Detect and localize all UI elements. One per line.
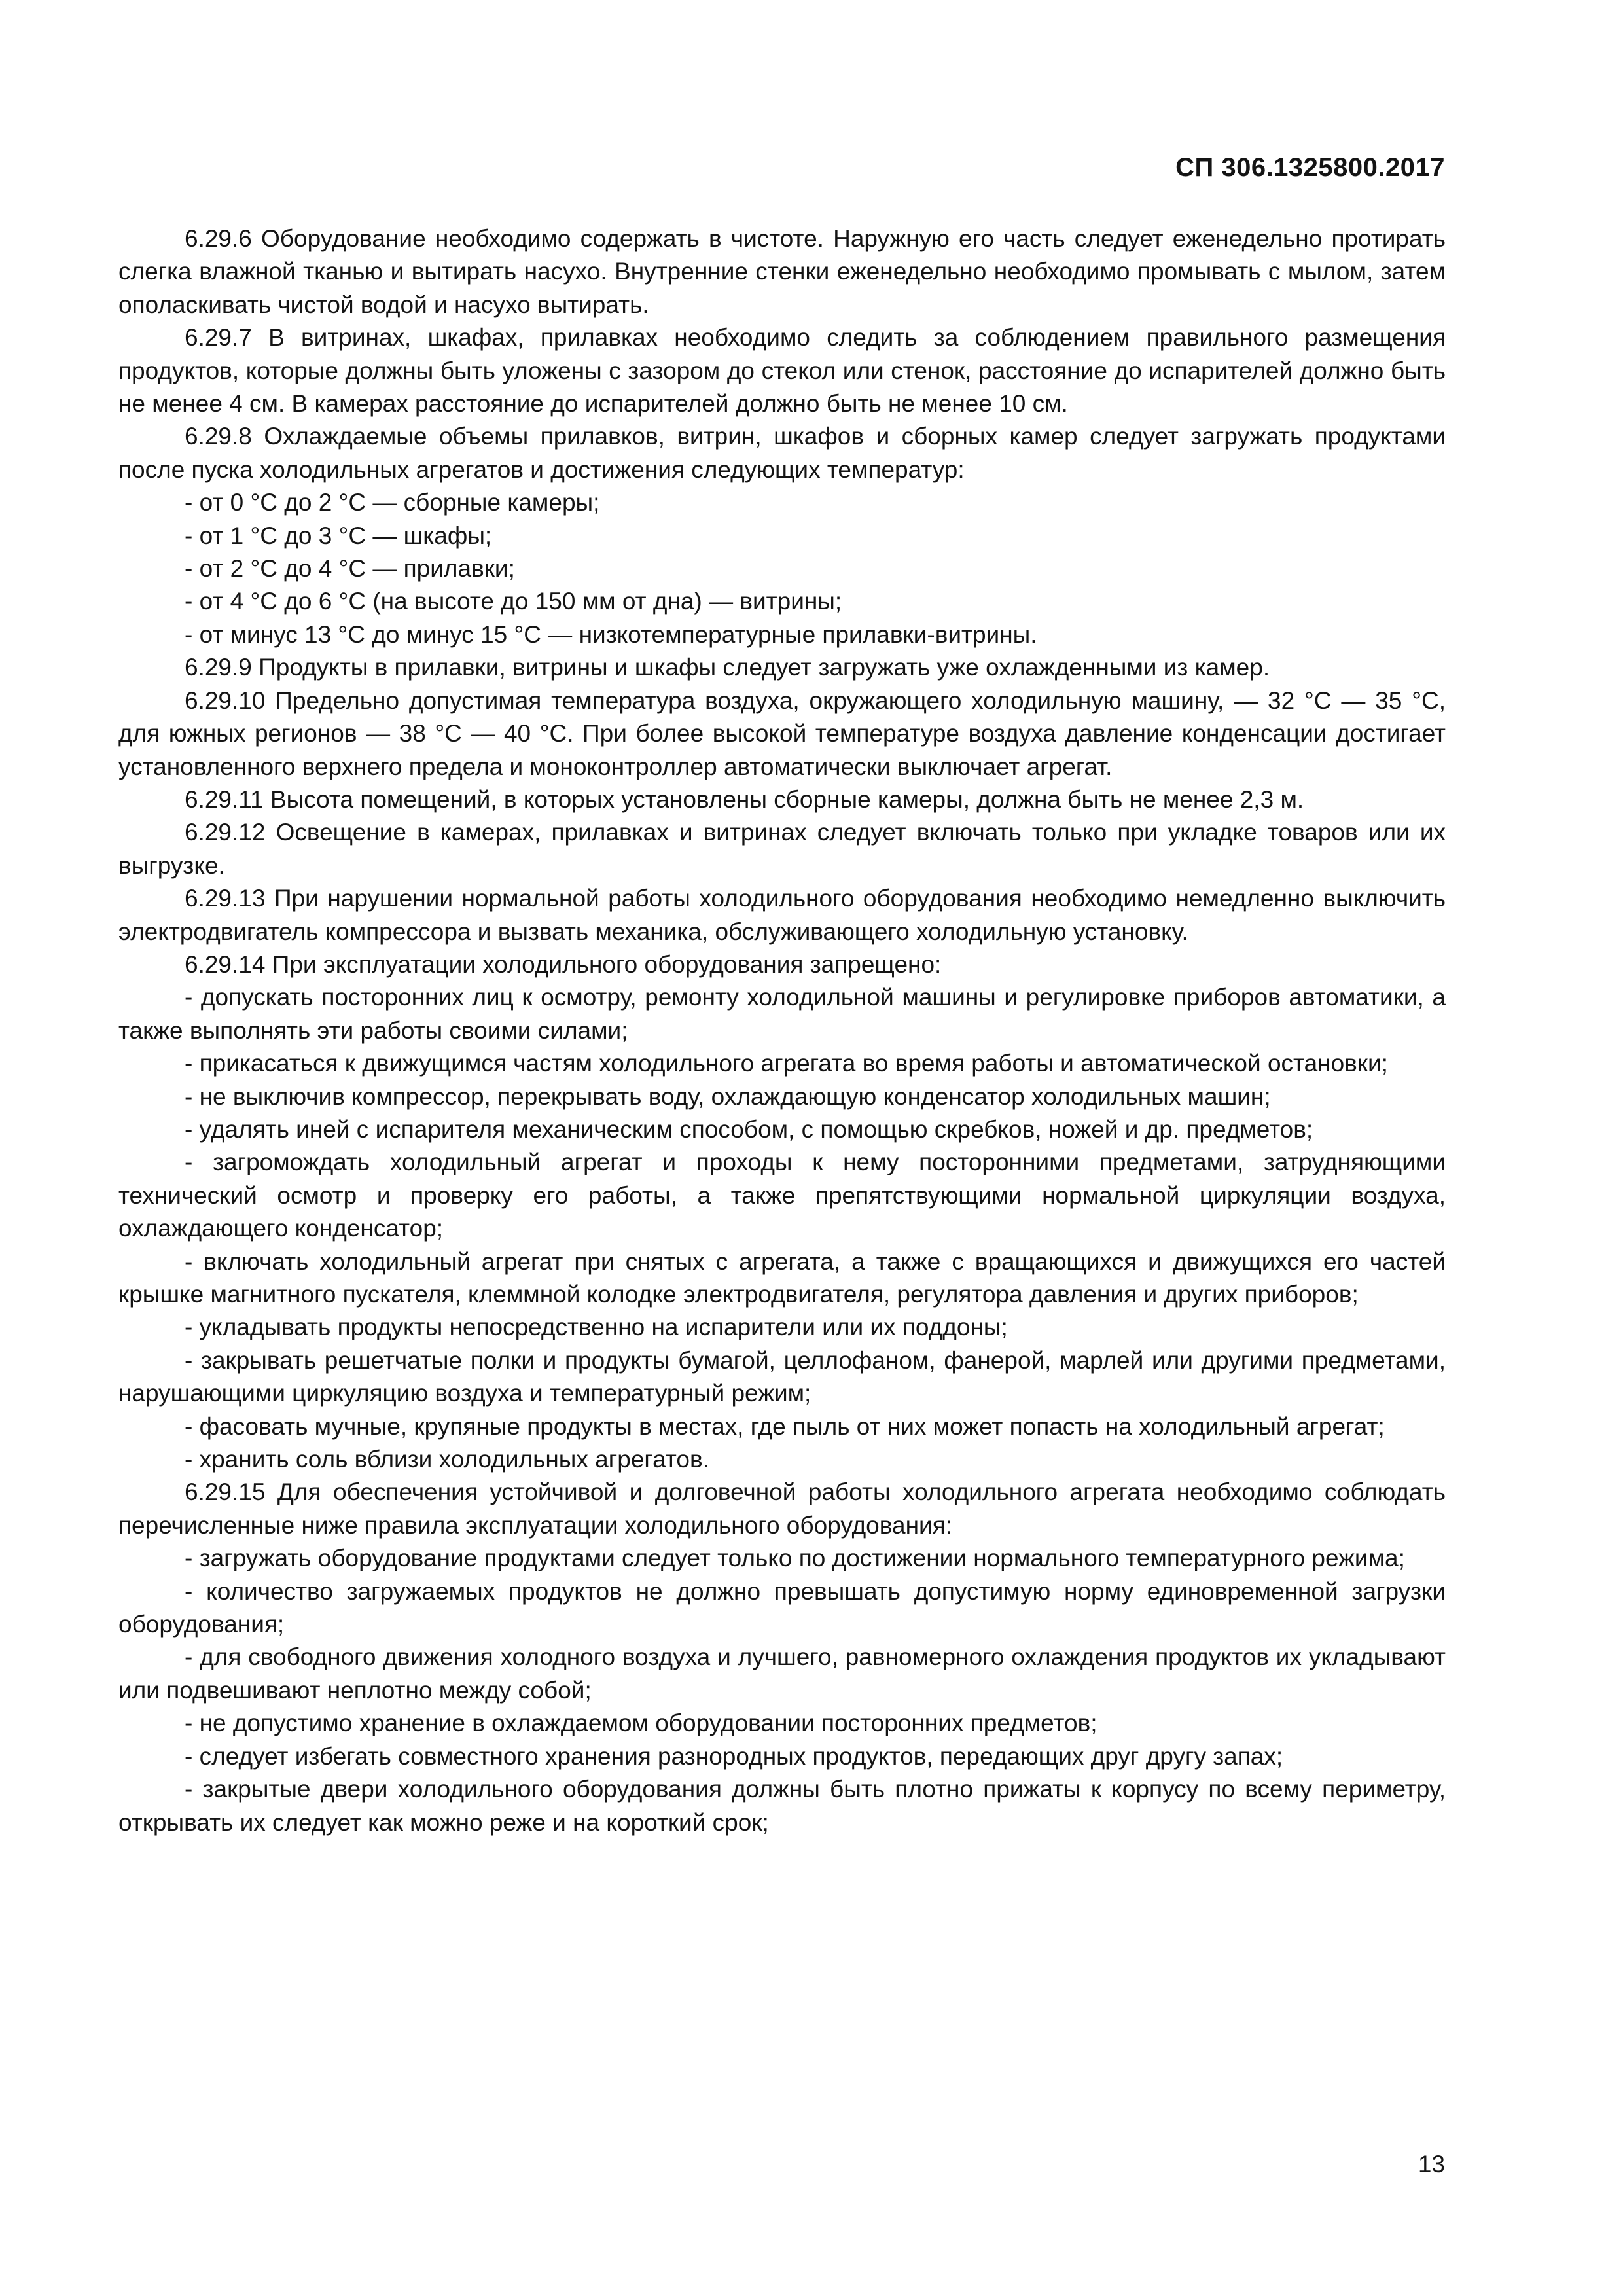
list-item: - закрывать решетчатые полки и продукты бумагой, целлофаном, фанерой, марлей или другими предметами, нарушающими циркуляцию воздуха и температурный режим; [118, 1346, 1446, 1407]
list-item: - удалять иней с испарителя механическим способом, с помощью скребков, ножей и др. предметов; [185, 1115, 1313, 1143]
list-item: - количество загружаемых продуктов не должно превышать допустимую норму единовременной загрузки оборудования; [118, 1577, 1446, 1638]
list-item: - включать холодильный агрегат при снятых с агрегата, а также с вращающихся и движущихся его частей крышке магнитного пускателя, клеммной колодке электродвигателя, регулятора давления и других приборов; [118, 1247, 1446, 1308]
document-code: СП 306.1325800.2017 [1175, 153, 1445, 182]
paragraph: 6.29.8 Охлаждаемые объемы прилавков, витрин, шкафов и сборных камер следует загружать продуктами после пуска холодильных агрегатов и достижения следующих температур: [118, 423, 1446, 483]
paragraph: 6.29.15 Для обеспечения устойчивой и долговечной работы холодильного агрегата необходимо соблюдать перечисленные ниже правила эксплуатации холодильного оборудования: [118, 1479, 1446, 1539]
list-item: - загружать оборудование продуктами следует только по достижении нормального температурного режима; [185, 1545, 1405, 1572]
paragraph: 6.29.13 При нарушении нормальной работы холодильного оборудования необходимо немедленно выключить электродвигатель компрессора и вызвать механика, обслуживающего холодильную установку. [118, 885, 1446, 945]
list-item: - для свободного движения холодного воздуха и лучшего, равномерного охлаждения продуктов их укладывают или подвешивают неплотно между собой; [118, 1643, 1446, 1704]
paragraph: 6.29.10 Предельно допустимая температура воздуха, окружающего холодильную машину, — 32 °С — 35 °С, для южных регионов — 38 °С — 40 °С. При более высокой температуре воздуха давление конденсации достигает установленного верхнего предела и моноконтроллер автоматически выключает агрегат. [118, 687, 1446, 780]
list-item: - прикасаться к движущимся частям холодильного агрегата во время работы и автоматической остановки; [185, 1050, 1388, 1077]
paragraph: 6.29.9 Продукты в прилавки, витрины и шкафы следует загружать уже охлажденными из камер. [185, 654, 1270, 681]
list-item: - от 0 °С до 2 °С — сборные камеры; [185, 489, 600, 516]
paragraph: 6.29.11 Высота помещений, в которых установлены сборные камеры, должна быть не менее 2,3 м. [185, 785, 1304, 813]
list-item: - от 1 °С до 3 °С — шкафы; [185, 522, 492, 549]
list-item: - от 4 °С до 6 °С (на высоте до 150 мм от дна) — витрины; [185, 588, 842, 615]
list-item: - следует избегать совместного хранения разнородных продуктов, передающих друг другу запах; [185, 1742, 1283, 1770]
page-number: 13 [1418, 2151, 1445, 2178]
list-item: - закрытые двери холодильного оборудования должны быть плотно прижаты к корпусу по всему периметру, открывать их следует как можно реже и на короткий срок; [118, 1776, 1446, 1836]
list-item: - не допустимо хранение в охлаждаемом оборудовании посторонних предметов; [185, 1710, 1097, 1737]
list-item: - не выключив компрессор, перекрывать воду, охлаждающую конденсатор холодильных машин; [185, 1083, 1271, 1110]
list-item: - допускать посторонних лиц к осмотру, ремонту холодильной машины и регулировке приборов автоматики, а также выполнять эти работы своими силами; [118, 984, 1446, 1044]
list-item: - фасовать мучные, крупяные продукты в местах, где пыль от них может попасть на холодильный агрегат; [185, 1412, 1385, 1440]
paragraph: 6.29.6 Оборудование необходимо содержать в чистоте. Наружную его часть следует еженедельно протирать слегка влажной тканью и вытирать насухо. Внутренние стенки еженедельно необходимо промывать с мылом, затем ополаскивать чистой водой и насухо вытирать. [118, 225, 1446, 318]
paragraph: 6.29.14 При эксплуатации холодильного оборудования запрещено: [185, 950, 942, 978]
list-item: - хранить соль вблизи холодильных агрегатов. [185, 1446, 709, 1473]
list-item: - от минус 13 °С до минус 15 °С — низкотемпературные прилавки-витрины. [185, 620, 1037, 648]
paragraph: 6.29.12 Освещение в камерах, прилавках и витринах следует включать только при укладке товаров или их выгрузке. [118, 819, 1446, 879]
list-item: - укладывать продукты непосредственно на испарители или их поддоны; [185, 1314, 1008, 1341]
document-body [118, 223, 1446, 1839]
list-item: - от 2 °С до 4 °С — прилавки; [185, 555, 515, 583]
paragraph: 6.29.7 В витринах, шкафах, прилавках необходимо следить за соблюдением правильного размещения продуктов, которые должны быть уложены с зазором до стекол или стенок, расстояние до испарителей должно быть не менее 4 см. В камерах расстояние до испарителей должно быть не менее 10 см. [118, 324, 1446, 418]
list-item: - загромождать холодильный агрегат и проходы к нему посторонними предметами, затрудняющими технический осмотр и проверку его работы, а также препятствующими нормальной циркуляции воздуха, охлаждающего конденсатор; [118, 1149, 1446, 1242]
